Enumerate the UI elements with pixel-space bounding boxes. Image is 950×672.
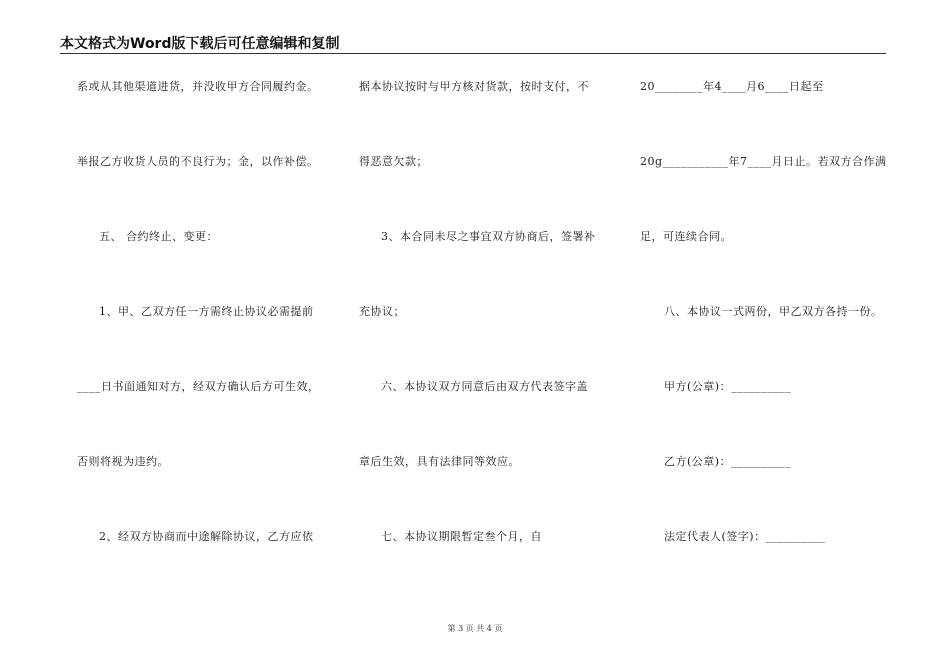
right-line-1: 20________年4____月6____日起至: [640, 80, 824, 93]
middle-line-3: 3、本合同未尽之事宜双方协商后，签署补: [381, 230, 596, 243]
header-divider: [60, 53, 886, 54]
middle-line-2: 得恶意欠款；: [359, 155, 428, 168]
middle-line-7: 七、本协议期限暂定叁个月，自: [381, 530, 542, 543]
left-line-3: 五、 合约终止、变更：: [99, 230, 218, 243]
left-line-5: ____日书面通知对方，经双方确认后方可生效，: [77, 380, 320, 393]
right-line-5: 甲方(公章)：__________: [664, 380, 792, 393]
middle-line-5: 六、本协议双方同意后由双方代表签字盖: [381, 380, 588, 393]
left-line-2: 举报乙方收货人员的不良行为；金，以作补偿。: [77, 155, 319, 168]
middle-line-6: 章后生效，具有法律同等效应。: [359, 455, 520, 468]
page-number: 第 3 页 共 4 页: [447, 624, 503, 633]
right-line-2: 20g___________年7____月日止。若双方合作满: [640, 155, 887, 168]
left-line-1: 系或从其他渠道进货，并没收甲方合同履约金。: [77, 80, 319, 93]
middle-line-4: 充协议；: [359, 305, 405, 318]
middle-line-1: 据本协议按时与甲方核对货款，按时支付，不: [359, 80, 589, 93]
left-line-6: 否则将视为违约。: [77, 455, 169, 468]
left-line-7: 2、经双方协商而中途解除协议，乙方应依: [99, 530, 314, 543]
document-header-title: 本文格式为Word版下载后可任意编辑和复制: [60, 36, 340, 52]
right-line-6: 乙方(公章)：__________: [664, 455, 792, 468]
left-line-4: 1、甲、乙双方任一方需终止协议必需提前: [99, 305, 314, 318]
right-line-3: 足，可连续合同。: [640, 230, 732, 243]
right-line-4: 八、本协议一式两份，甲乙双方各持一份。: [664, 305, 883, 318]
right-line-7: 法定代表人(签字)：__________: [664, 530, 826, 543]
